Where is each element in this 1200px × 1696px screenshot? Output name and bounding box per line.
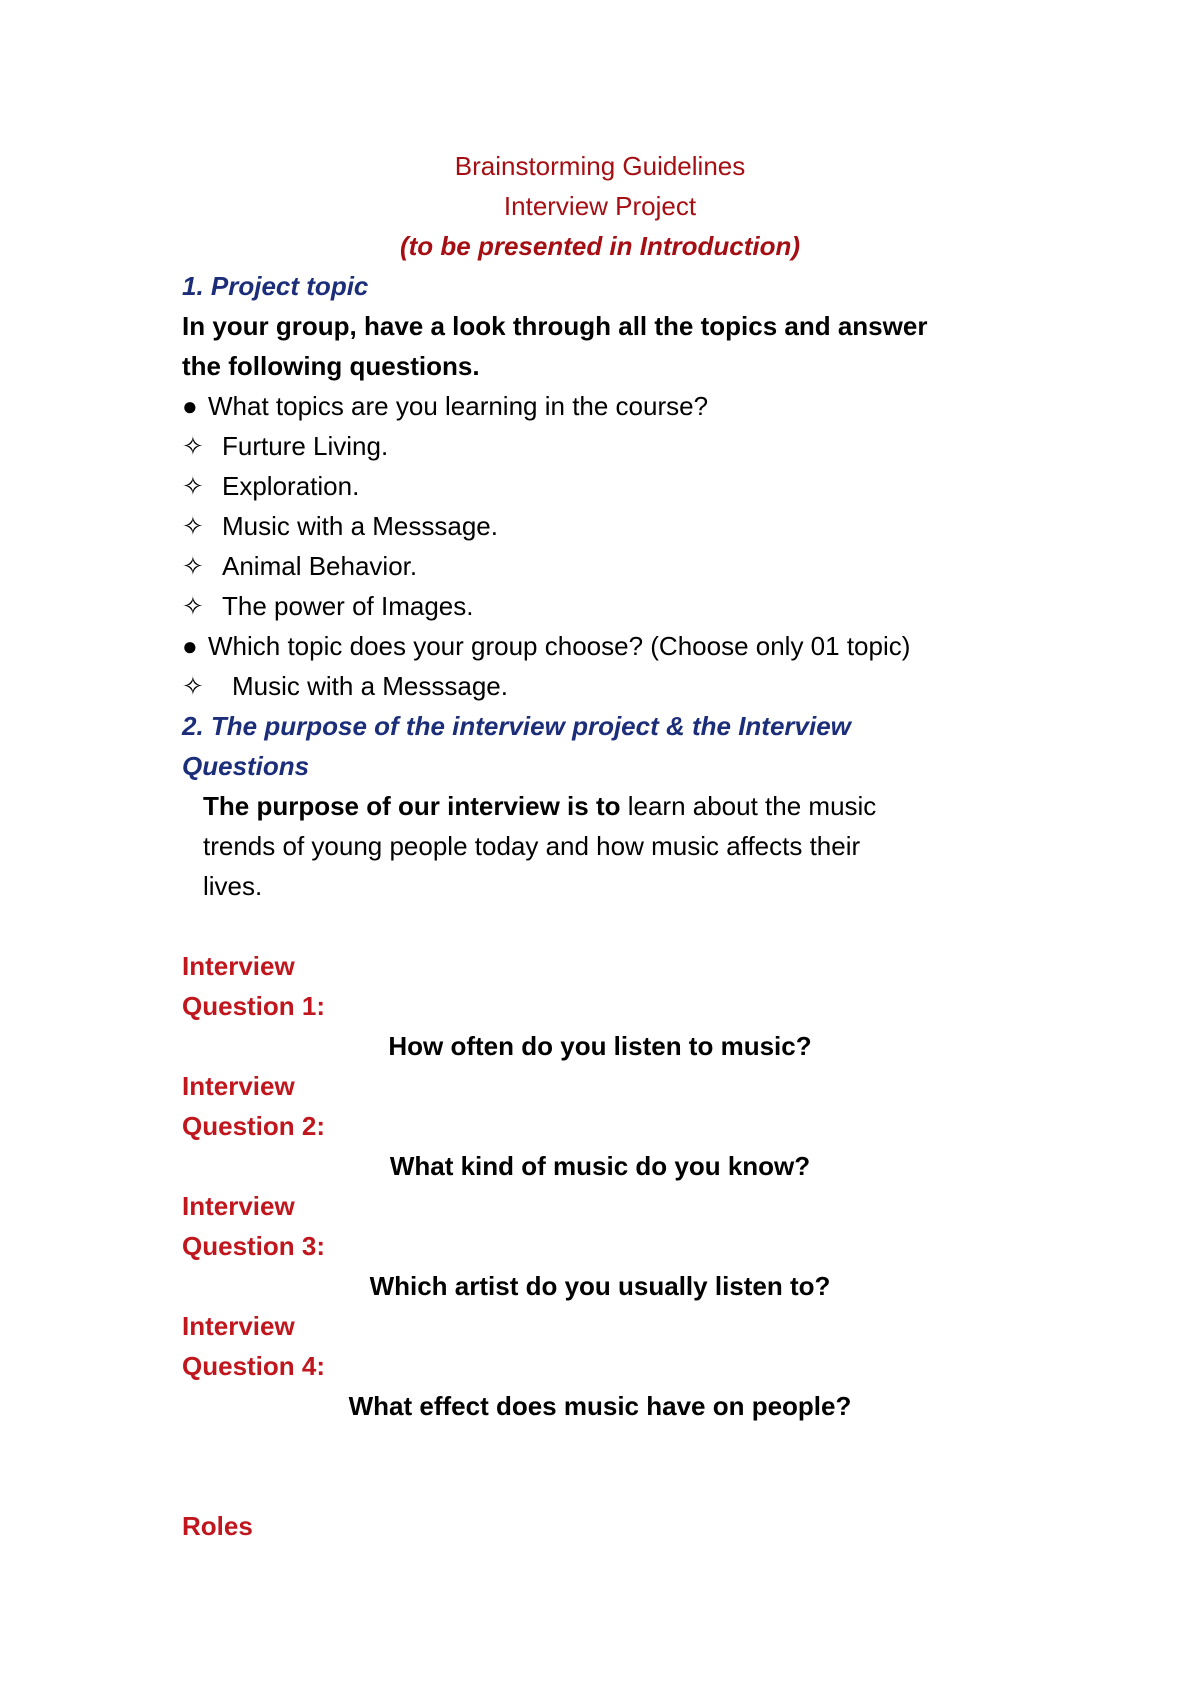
list-item (182, 548, 417, 584)
section1-heading: 1. Project topic (182, 271, 369, 301)
star-bullet-icon: ✧ (182, 471, 204, 501)
question-3-label: Question 3: (182, 1231, 326, 1261)
document-title: Brainstorming Guidelines (454, 151, 746, 181)
interview-label: Interview (182, 951, 295, 981)
star-bullet-icon: ✧ (182, 671, 204, 701)
list-item (182, 508, 498, 544)
section2-heading-line1: 2. The purpose of the interview project & the Interview (182, 711, 851, 741)
question-1-text: How often do you listen to music? (388, 1031, 812, 1061)
topic-item: Animal Behavior. (222, 551, 418, 581)
list-item (182, 668, 508, 704)
list-item (182, 628, 910, 664)
star-bullet-icon: ✧ (182, 431, 204, 461)
section2-heading-line2: Questions (182, 751, 310, 781)
document-note: (to be presented in Introduction) (399, 231, 801, 261)
topic-item: Music with a Messsage. (222, 511, 498, 541)
interview-label: Interview (182, 1071, 295, 1101)
question-which-topic: Which topic does your group choose? (Choose only 01 topic) (208, 631, 911, 661)
list-item (182, 388, 708, 424)
question-4-text: What effect does music have on people? (348, 1391, 852, 1421)
topic-item: The power of Images. (222, 591, 474, 621)
question-what-topics: What topics are you learning in the course? (208, 391, 709, 421)
list-item (182, 588, 473, 624)
interview-label: Interview (182, 1311, 295, 1341)
topic-item: Exploration. (222, 471, 360, 501)
list-item (182, 428, 388, 464)
document-subtitle: Interview Project (503, 191, 697, 221)
purpose-line2: trends of young people today and how music affects their (203, 831, 861, 861)
topic-item: Furture Living. (222, 431, 389, 461)
interview-label: Interview (182, 1191, 295, 1221)
purpose-bold-text: The purpose of our interview is to (203, 791, 621, 821)
purpose-rest-text: learn about the music (620, 791, 877, 821)
list-item (182, 468, 359, 504)
bullet-icon: ● (182, 391, 198, 421)
roles-heading: Roles (182, 1511, 253, 1541)
star-bullet-icon: ✧ (182, 551, 204, 581)
question-1-label: Question 1: (182, 991, 326, 1021)
section1-instruction-line2: the following questions. (182, 351, 480, 381)
chosen-topic: Music with a Messsage. (232, 671, 508, 701)
star-bullet-icon: ✧ (182, 591, 204, 621)
question-2-label: Question 2: (182, 1111, 326, 1141)
star-bullet-icon: ✧ (182, 511, 204, 541)
section1-instruction-line1: In your group, have a look through all the topics and answer (182, 311, 928, 341)
question-4-label: Question 4: (182, 1351, 326, 1381)
purpose-line3: lives. (203, 871, 263, 901)
question-3-text: Which artist do you usually listen to? (369, 1271, 831, 1301)
bullet-icon: ● (182, 631, 198, 661)
question-2-text: What kind of music do you know? (389, 1151, 811, 1181)
purpose-line1 (203, 788, 876, 824)
